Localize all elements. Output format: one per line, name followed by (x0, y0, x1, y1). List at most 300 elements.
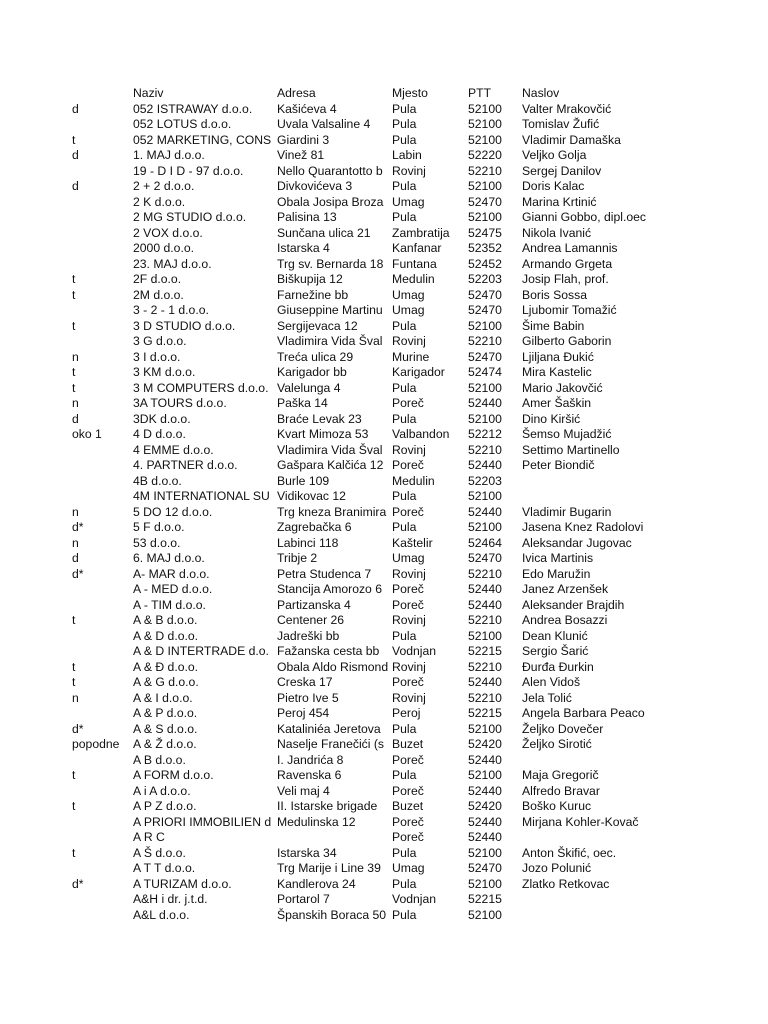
table-body (0, 102, 768, 924)
cell-address: Španskih Boraca 50 (277, 907, 387, 922)
cell-city: Rovinj (392, 334, 426, 348)
cell-name: 3A TOURS d.o.o. (133, 396, 227, 410)
cell-ptt: 52100 (468, 380, 502, 395)
cell-status (72, 303, 131, 319)
cell-ptt: 52464 (468, 535, 502, 550)
table-row (0, 427, 768, 443)
table-row (0, 195, 768, 211)
cell-contact: Amer Šaškin (522, 396, 592, 410)
cell-address: Treća ulica 29 (277, 349, 354, 364)
cell-ptt: 52100 (468, 907, 502, 922)
header-row (0, 86, 768, 102)
cell-address: Fažanska cesta bb (277, 644, 380, 658)
cell-status (72, 458, 131, 474)
table-row (0, 908, 768, 924)
cell-ptt: 52210 (468, 613, 502, 627)
cell-address: Kvart Mimoza 53 (277, 427, 369, 441)
cell-name: 5 F d.o.o. (133, 520, 185, 534)
cell-status: t (72, 613, 76, 627)
table-row (0, 350, 768, 366)
cell-contact (522, 489, 716, 505)
cell-contact (522, 474, 716, 490)
cell-contact: Gianni Gobbo, dipl.oec (522, 210, 646, 224)
table-row (0, 179, 768, 195)
cell-status: d* (72, 721, 84, 736)
cell-address: Sergijevaca 12 (277, 318, 358, 333)
cell-status: n (72, 349, 79, 364)
cell-name: A R C (133, 830, 165, 844)
cell-ptt: 52475 (468, 225, 502, 240)
cell-status: d (72, 148, 79, 162)
cell-status (72, 241, 131, 257)
table-row (0, 536, 768, 552)
cell-contact: Ljiljana Đukić (522, 349, 594, 364)
cell-address: Trg sv. Bernarda 18 (277, 256, 384, 271)
cell-name: 052 ISTRAWAY d.o.o. (133, 101, 253, 116)
cell-ptt: 52100 (468, 318, 502, 333)
cell-ptt: 52203 (468, 473, 502, 488)
cell-address: Farnežine bb (277, 287, 349, 302)
cell-address: Kašićeva 4 (277, 101, 337, 116)
cell-contact: Jela Tolić (522, 690, 572, 705)
cell-contact: Jozo Polunić (522, 861, 592, 875)
cell-status (72, 582, 131, 598)
header-ptt: PTT (468, 86, 492, 100)
cell-name: A FORM d.o.o. (133, 768, 214, 782)
cell-name: 4. PARTNER d.o.o. (133, 458, 238, 472)
cell-address: Partizanska 4 (277, 597, 351, 612)
cell-address: I. Jandrića 8 (277, 752, 344, 767)
cell-ptt: 52100 (468, 721, 502, 736)
cell-contact: Vladimir Bugarin (522, 504, 612, 519)
cell-contact: Šemso Mujadžić (522, 427, 612, 441)
table-row (0, 226, 768, 242)
cell-city: Rovinj (392, 163, 426, 178)
cell-city: Umag (392, 194, 425, 209)
cell-name: 2 VOX d.o.o. (133, 225, 203, 240)
cell-contact: Mirjana Kohler-Kovač (522, 814, 639, 829)
table-row (0, 489, 768, 505)
cell-city: Valbandon (392, 427, 450, 441)
table-row (0, 706, 768, 722)
table-row (0, 567, 768, 583)
cell-contact: Željko Dovečer (522, 721, 604, 736)
cell-city: Vodnjan (392, 644, 437, 658)
cell-ptt: 52210 (468, 690, 502, 705)
cell-address (277, 830, 389, 846)
cell-status (72, 598, 131, 614)
cell-city: Poreč (392, 752, 424, 767)
cell-address: Petra Studenca 7 (277, 566, 372, 581)
cell-contact: Mira Kastelic (522, 365, 592, 379)
cell-name: 2 K d.o.o. (133, 194, 186, 209)
cell-ptt: 52100 (468, 117, 502, 131)
table-row (0, 257, 768, 273)
cell-ptt: 52420 (468, 737, 502, 751)
cell-ptt: 52440 (468, 752, 502, 767)
cell-ptt: 52210 (468, 566, 502, 581)
cell-address: Medulinska 12 (277, 814, 356, 829)
cell-ptt: 52440 (468, 783, 502, 798)
cell-name: 23. MAJ d.o.o. (133, 256, 212, 271)
cell-city: Pula (392, 179, 417, 193)
cell-address: Creska 17 (277, 675, 333, 689)
cell-city: Rovinj (392, 442, 426, 457)
cell-name: A & P d.o.o. (133, 706, 198, 720)
cell-name: 052 LOTUS d.o.o. (133, 117, 232, 131)
cell-ptt: 52203 (468, 272, 502, 286)
cell-name: A & Ž d.o.o. (133, 737, 197, 751)
cell-address: Ravenska 6 (277, 768, 342, 782)
cell-address: Tribje 2 (277, 551, 318, 565)
spreadsheet (0, 86, 768, 923)
cell-contact: Sergej Danilov (522, 163, 602, 178)
cell-name: A & S d.o.o. (133, 721, 198, 736)
cell-contact: Marina Krtinić (522, 194, 597, 209)
cell-city: Pula (392, 907, 417, 922)
cell-city: Umag (392, 303, 425, 317)
cell-city: Medulin (392, 272, 435, 286)
header-address: Adresa (277, 86, 316, 100)
cell-status: t (72, 845, 76, 860)
cell-address: Obala Josipa Broza (277, 194, 384, 209)
cell-contact: Alen Vidoš (522, 675, 581, 689)
table-row (0, 133, 768, 149)
cell-contact: Đurđa Đurkin (522, 659, 594, 674)
cell-address: Vinež 81 (277, 148, 325, 162)
cell-status (72, 861, 131, 877)
cell-ptt: 52474 (468, 365, 502, 379)
table-row (0, 644, 768, 660)
cell-name: 2M d.o.o. (133, 287, 184, 302)
cell-name: A - MED d.o.o. (133, 582, 213, 596)
cell-contact: Settimo Martinello (522, 442, 620, 457)
cell-ptt: 52220 (468, 148, 502, 162)
cell-address: Giardini 3 (277, 132, 330, 147)
cell-address: Trg Marije i Line 39 (277, 861, 381, 875)
cell-name: 19 - D I D - 97 d.o.o. (133, 163, 244, 178)
table-row (0, 412, 768, 428)
cell-city: Buzet (392, 737, 424, 751)
table-row (0, 784, 768, 800)
cell-contact: Dino Kiršić (522, 411, 581, 426)
cell-city: Pula (392, 520, 417, 534)
cell-city: Poreč (392, 504, 424, 519)
cell-ptt: 52352 (468, 241, 502, 255)
cell-ptt: 52470 (468, 861, 502, 875)
cell-address: Nello Quarantotto b (277, 163, 383, 178)
table-row (0, 675, 768, 691)
cell-city: Poreč (392, 597, 424, 612)
cell-contact: Željko Sirotić (522, 737, 592, 751)
cell-name: 052 MARKETING, CONS (133, 132, 272, 147)
cell-contact: Peter Biondič (522, 458, 595, 472)
cell-contact: Jasena Knez Radolovi (522, 520, 644, 534)
cell-status: d* (72, 876, 84, 891)
cell-city: Poreč (392, 675, 424, 689)
cell-ptt: 52100 (468, 520, 502, 534)
table-row (0, 877, 768, 893)
cell-address: Istarska 34 (277, 845, 337, 860)
cell-city: Pula (392, 721, 417, 736)
table-row (0, 458, 768, 474)
cell-status: d (72, 551, 79, 565)
cell-status (72, 257, 131, 273)
cell-address: Istarska 4 (277, 241, 330, 255)
cell-address: II. Istarske brigade (277, 799, 378, 813)
cell-name: A & D INTERTRADE d.o. (133, 644, 269, 658)
cell-city: Pula (392, 101, 417, 116)
cell-city: Pula (392, 117, 417, 131)
cell-contact: Armando Grgeta (522, 256, 613, 271)
header-status (72, 86, 131, 102)
cell-ptt: 52100 (468, 628, 502, 643)
cell-address: Karigador bb (277, 365, 347, 379)
cell-ptt: 52210 (468, 334, 502, 348)
table-row (0, 691, 768, 707)
cell-address: Biškupija 12 (277, 272, 343, 286)
cell-status: t (72, 272, 76, 286)
cell-status (72, 195, 131, 211)
cell-city: Pula (392, 845, 417, 860)
cell-contact: Andrea Lamannis (522, 241, 618, 255)
cell-contact: Andrea Bosazzi (522, 613, 608, 627)
cell-address: Vladimira Vida Šval (277, 334, 383, 348)
cell-name: A & B d.o.o. (133, 613, 198, 627)
cell-name: 2F d.o.o. (133, 272, 182, 286)
cell-contact: Zlatko Retkovac (522, 876, 610, 891)
cell-city: Poreč (392, 458, 424, 472)
cell-status (72, 753, 131, 769)
cell-city: Pula (392, 380, 417, 395)
cell-name: 5 DO 12 d.o.o. (133, 504, 213, 519)
cell-ptt: 52100 (468, 210, 502, 224)
cell-name: 4B d.o.o. (133, 473, 182, 488)
cell-contact: Šime Babin (522, 318, 585, 333)
table-row (0, 164, 768, 180)
cell-status: n (72, 535, 79, 550)
cell-status: n (72, 396, 79, 410)
cell-contact: Aleksandar Jugovac (522, 535, 632, 550)
table-row (0, 381, 768, 397)
cell-status (72, 117, 131, 133)
cell-city: Poreč (392, 783, 424, 798)
cell-status (72, 334, 131, 350)
cell-name: A Š d.o.o. (133, 845, 186, 860)
cell-contact: Boris Sossa (522, 287, 588, 302)
cell-ptt: 52440 (468, 814, 502, 829)
table-row (0, 551, 768, 567)
cell-name: A i A d.o.o. (133, 783, 191, 798)
cell-contact: Janez Arzenšek (522, 582, 609, 596)
cell-ptt: 52210 (468, 659, 502, 674)
cell-ptt: 52100 (468, 132, 502, 147)
cell-contact: Sergio Šarić (522, 644, 589, 658)
cell-name: 3 D STUDIO d.o.o. (133, 318, 236, 333)
cell-contact: Nikola Ivanić (522, 225, 592, 240)
cell-contact: Doris Kalac (522, 179, 585, 193)
cell-status: t (72, 659, 76, 674)
table-row (0, 768, 768, 784)
table-row (0, 861, 768, 877)
cell-city: Rovinj (392, 613, 426, 627)
cell-name: A & I d.o.o. (133, 690, 193, 705)
cell-name: A B d.o.o. (133, 752, 186, 767)
cell-city: Poreč (392, 582, 424, 596)
cell-address: Portarol 7 (277, 892, 330, 906)
cell-address: Stancija Amorozo 6 (277, 582, 383, 596)
cell-status: n (72, 504, 79, 519)
cell-status (72, 629, 131, 645)
table-row (0, 443, 768, 459)
cell-city: Pula (392, 489, 417, 503)
cell-contact: Veljko Golja (522, 148, 587, 162)
table-row (0, 753, 768, 769)
cell-name: 2 + 2 d.o.o. (133, 179, 195, 193)
cell-ptt: 52215 (468, 644, 502, 658)
cell-ptt: 52470 (468, 287, 502, 302)
cell-city: Rovinj (392, 690, 426, 705)
header-name: Naziv (133, 86, 164, 100)
cell-address: Naselje Franečići (s (277, 737, 385, 751)
table-row (0, 272, 768, 288)
cell-status (72, 706, 131, 722)
cell-city: Vodnjan (392, 892, 437, 906)
cell-ptt: 52215 (468, 892, 502, 906)
cell-ptt: 52420 (468, 799, 502, 813)
cell-contact: Ivica Martinis (522, 551, 594, 565)
table-row (0, 505, 768, 521)
cell-contact: Vladimir Damaška (522, 132, 621, 147)
cell-status: t (72, 380, 76, 395)
cell-status (72, 226, 131, 242)
table-row (0, 722, 768, 738)
cell-contact: Aleksander Brajdih (522, 597, 625, 612)
cell-address: Vladimira Vida Šval (277, 442, 383, 457)
cell-ptt: 52100 (468, 489, 502, 503)
table-row (0, 815, 768, 831)
cell-contact: Mario Jakovčić (522, 380, 603, 395)
cell-status (72, 892, 131, 908)
cell-contact (522, 908, 716, 924)
cell-address: Kandlerova 24 (277, 876, 356, 891)
cell-address: Veli maj 4 (277, 783, 330, 798)
cell-status: t (72, 799, 76, 813)
cell-status: popodne (72, 737, 120, 751)
table-row (0, 102, 768, 118)
cell-address: Braće Levak 23 (277, 411, 362, 426)
cell-contact: Angela Barbara Peaco (522, 706, 645, 720)
cell-status (72, 164, 131, 180)
cell-name: A- MAR d.o.o. (133, 566, 210, 581)
cell-status (72, 489, 131, 505)
cell-name: 4M INTERNATIONAL SU (133, 489, 270, 503)
cell-ptt: 52452 (468, 256, 502, 271)
cell-ptt: 52440 (468, 504, 502, 519)
cell-name: 4 EMME d.o.o. (133, 442, 214, 457)
cell-name: A & Đ d.o.o. (133, 659, 199, 674)
cell-name: A & D d.o.o. (133, 628, 199, 643)
cell-city: Kaštelir (392, 535, 433, 550)
cell-ptt: 52100 (468, 411, 502, 426)
cell-city: Pula (392, 210, 417, 224)
table-row (0, 799, 768, 815)
cell-city: Peroj (392, 706, 421, 720)
cell-city: Kanfanar (392, 241, 442, 255)
cell-contact (522, 753, 716, 769)
cell-address: Jadreški bb (277, 628, 340, 643)
cell-name: A&H i dr. j.t.d. (133, 892, 208, 906)
table-row (0, 474, 768, 490)
cell-ptt: 52100 (468, 101, 502, 116)
cell-status: n (72, 690, 79, 705)
table-row (0, 520, 768, 536)
cell-status (72, 210, 131, 226)
cell-city: Pula (392, 768, 417, 782)
cell-ptt: 52470 (468, 551, 502, 565)
cell-contact: Ljubomir Tomažić (522, 303, 617, 317)
cell-address: Giuseppine Martinu (277, 303, 383, 317)
cell-status (72, 474, 131, 490)
cell-name: A T T d.o.o. (133, 861, 196, 875)
cell-name: A&L d.o.o. (133, 907, 190, 922)
header-contact: Naslov (522, 86, 560, 100)
cell-status: d* (72, 566, 84, 581)
cell-status: d (72, 179, 79, 193)
header-city: Mjesto (392, 86, 428, 100)
cell-ptt: 52210 (468, 442, 502, 457)
cell-name: A PRIORI IMMOBILIEN d (133, 814, 272, 829)
cell-ptt: 52470 (468, 194, 502, 209)
cell-address: Peroj 454 (277, 706, 330, 720)
cell-contact: Boško Kuruc (522, 799, 592, 813)
cell-ptt: 52212 (468, 427, 502, 441)
table-row (0, 737, 768, 753)
cell-address: Kataliniéa Jeretova (277, 721, 381, 736)
cell-status: d (72, 101, 79, 116)
cell-status: t (72, 287, 76, 302)
cell-name: 3 I d.o.o. (133, 349, 181, 364)
table-row (0, 846, 768, 862)
cell-ptt: 52440 (468, 675, 502, 689)
cell-contact: Anton Škifić, oec. (522, 845, 617, 860)
cell-address: Centener 26 (277, 613, 345, 627)
table-row (0, 288, 768, 304)
cell-address: Trg kneza Branimira (277, 504, 387, 519)
cell-name: A - TIM d.o.o. (133, 597, 206, 612)
cell-city: Labin (392, 148, 422, 162)
cell-ptt: 52440 (468, 396, 502, 410)
cell-address: Paška 14 (277, 396, 328, 410)
cell-city: Umag (392, 861, 425, 875)
cell-status (72, 784, 131, 800)
cell-contact: Edo Maružin (522, 566, 591, 581)
cell-city: Pula (392, 628, 417, 643)
cell-contact: Tomislav Žufić (522, 117, 600, 131)
cell-ptt: 52100 (468, 768, 502, 782)
cell-city: Poreč (392, 396, 424, 410)
cell-address: Pietro Ive 5 (277, 690, 339, 705)
cell-city: Buzet (392, 799, 424, 813)
cell-address: Sunčana ulica 21 (277, 225, 371, 240)
table-row (0, 303, 768, 319)
cell-ptt: 52440 (468, 582, 502, 596)
cell-address: Vidikovac 12 (277, 489, 346, 503)
cell-address: Uvala Valsaline 4 (277, 117, 371, 131)
cell-status: oko 1 (72, 427, 102, 441)
table-row (0, 334, 768, 350)
cell-status (72, 815, 131, 831)
